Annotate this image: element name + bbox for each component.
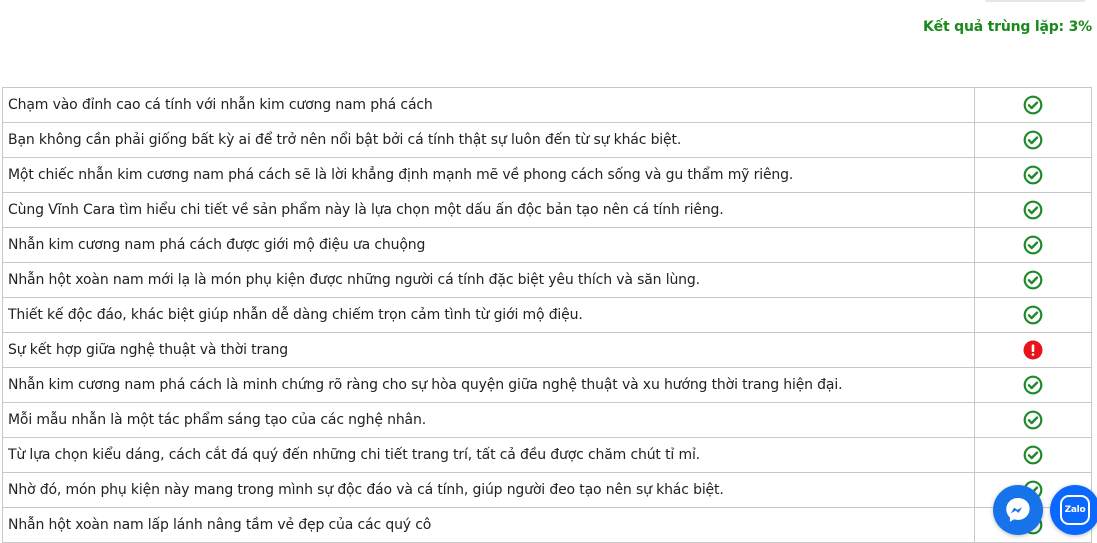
sentence-status [975, 438, 1092, 473]
sentence-status [975, 88, 1092, 123]
check-circle-icon [1023, 95, 1043, 115]
check-circle-icon [1023, 130, 1043, 150]
sentence-status [975, 193, 1092, 228]
zalo-icon [1060, 495, 1090, 525]
check-circle-icon [1023, 305, 1043, 325]
sentence-row [3, 333, 1092, 368]
sentence-row [3, 263, 1092, 298]
sentence-check-table [2, 87, 1092, 543]
check-circle-icon [1023, 375, 1043, 395]
sentence-status [975, 263, 1092, 298]
sentence-text: Mỗi mẫu nhẫn là một tác phẩm sáng tạo của các nghệ nhân. [3, 403, 975, 438]
sentence-text: Nhẫn kim cương nam phá cách được giới mộ điệu ưa chuộng [3, 228, 975, 263]
sentence-text: Một chiếc nhẫn kim cương nam phá cách sẽ là lời khẳng định mạnh mẽ về phong cách sống và gu thẩm mỹ riêng. [3, 158, 975, 193]
check-circle-icon [1023, 235, 1043, 255]
sentence-check-rows [3, 88, 1092, 543]
sentence-status [975, 403, 1092, 438]
sentence-row [3, 508, 1092, 543]
sentence-row [3, 228, 1092, 263]
messenger-button[interactable] [993, 485, 1043, 535]
check-circle-icon [1023, 445, 1043, 465]
top-bar-edge [985, 0, 1085, 2]
check-circle-icon [1023, 165, 1043, 185]
sentence-text: Chạm vào đỉnh cao cá tính với nhẫn kim cương nam phá cách [3, 88, 975, 123]
sentence-row [3, 438, 1092, 473]
sentence-row [3, 298, 1092, 333]
sentence-text: Từ lựa chọn kiểu dáng, cách cắt đá quý đến những chi tiết trang trí, tất cả đều được chăm chút tỉ mỉ. [3, 438, 975, 473]
sentence-text: Nhờ đó, món phụ kiện này mang trong mình sự độc đáo và cá tính, giúp người đeo tạo nên sự khác biệt. [3, 473, 975, 508]
sentence-text: Sự kết hợp giữa nghệ thuật và thời trang [3, 333, 975, 368]
sentence-row [3, 88, 1092, 123]
zalo-label: Zalo [1064, 505, 1086, 515]
sentence-status [975, 158, 1092, 193]
sentence-text: Bạn không cần phải giống bất kỳ ai để trở nên nổi bật bởi cá tính thật sự luôn đến từ sự khác biệt. [3, 123, 975, 158]
sentence-row [3, 473, 1092, 508]
sentence-text: Cùng Vĩnh Cara tìm hiểu chi tiết về sản phẩm này là lựa chọn một dấu ấn độc bản tạo nên cá tính riêng. [3, 193, 975, 228]
sentence-status [975, 298, 1092, 333]
sentence-row [3, 193, 1092, 228]
sentence-status [975, 228, 1092, 263]
sentence-text: Thiết kế độc đáo, khác biệt giúp nhẫn dễ dàng chiếm trọn cảm tình từ giới mộ điệu. [3, 298, 975, 333]
sentence-row [3, 123, 1092, 158]
check-circle-icon [1023, 410, 1043, 430]
check-circle-icon [1023, 200, 1043, 220]
sentence-status [975, 333, 1092, 368]
sentence-status [975, 123, 1092, 158]
exclamation-circle-icon [1023, 340, 1043, 360]
sentence-status [975, 368, 1092, 403]
zalo-button[interactable] [1050, 485, 1097, 535]
sentence-row [3, 158, 1092, 193]
sentence-text: Nhẫn kim cương nam phá cách là minh chứng rõ ràng cho sự hòa quyện giữa nghệ thuật và xu hướng thời trang hiện đại. [3, 368, 975, 403]
sentence-row [3, 368, 1092, 403]
sentence-text: Nhẫn hột xoàn nam lấp lánh nâng tầm vẻ đẹp của các quý cô [3, 508, 975, 543]
duplicate-result-label: Kết quả trùng lặp: 3% [923, 19, 1092, 35]
messenger-icon [1003, 495, 1033, 525]
sentence-text: Nhẫn hột xoàn nam mới lạ là món phụ kiện được những người cá tính đặc biệt yêu thích và săn lùng. [3, 263, 975, 298]
sentence-row [3, 403, 1092, 438]
check-circle-icon [1023, 270, 1043, 290]
